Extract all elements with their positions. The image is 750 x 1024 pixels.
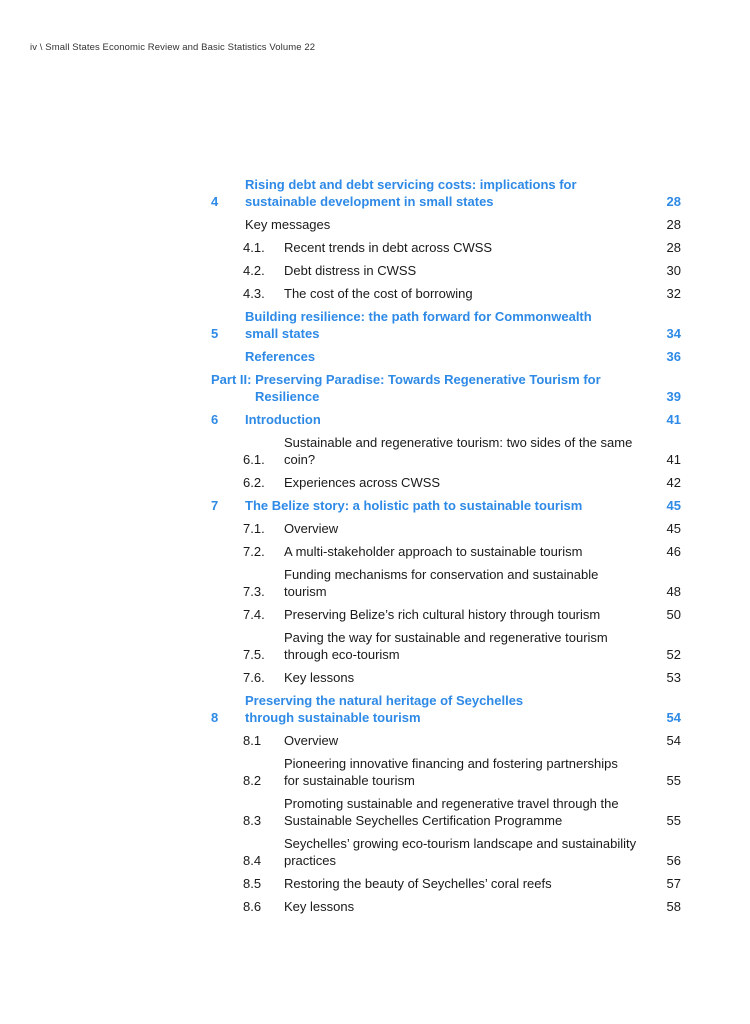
toc-chapter-6[interactable]	[211, 411, 681, 428]
section-title: Funding mechanisms for conservation and sustainable tourism	[284, 567, 599, 599]
page-number: 48	[666, 584, 681, 599]
section-title: Seychelles’ growing eco-tourism landscape and sustainability practices	[284, 836, 637, 868]
toc-section-8-3[interactable]	[211, 795, 681, 829]
page-number: 53	[666, 670, 681, 685]
page-number: 45	[666, 521, 681, 536]
page-number: 30	[666, 263, 681, 278]
section-title: Overview	[284, 733, 339, 748]
page-number: 36	[666, 349, 681, 364]
section-number: 7.3.	[243, 584, 265, 599]
page-number: 57	[666, 876, 681, 891]
section-number: 8.4	[243, 853, 262, 868]
section-number: 4.3.	[243, 286, 265, 301]
toc-section-4-2[interactable]	[211, 262, 681, 279]
page-number: 32	[666, 286, 681, 301]
page-number: 54	[666, 733, 681, 748]
section-number: 7.5.	[243, 647, 265, 662]
chapter-number: 7	[211, 498, 219, 513]
section-number: 7.6.	[243, 670, 265, 685]
section-number: 8.1	[243, 733, 262, 748]
chapter-number: 5	[211, 326, 219, 341]
page-number: 42	[666, 475, 681, 490]
toc-section-4-1[interactable]	[211, 239, 681, 256]
page-number: 41	[666, 452, 681, 467]
toc-references[interactable]	[211, 348, 681, 365]
toc-section-7-5[interactable]	[211, 629, 681, 663]
page-number: 28	[666, 194, 681, 209]
toc-section-4-3[interactable]	[211, 285, 681, 302]
part-title	[211, 371, 655, 405]
toc-section-7-4[interactable]	[211, 606, 681, 623]
page-number: 54	[666, 710, 681, 725]
section-number: 7.1.	[243, 521, 265, 536]
section-title: Experiences across CWSS	[284, 475, 441, 490]
section-title: Preserving Belize’s rich cultural history through tourism	[284, 607, 601, 622]
toc-section-7-3[interactable]	[211, 566, 681, 600]
section-number: 7.4.	[243, 607, 265, 622]
chapter-title: Introduction	[245, 412, 321, 427]
toc-chapter-8[interactable]	[211, 692, 681, 726]
page-number: 45	[666, 498, 681, 513]
section-number: 8.6	[243, 899, 262, 914]
part-title-line-1: Part II: Preserving Paradise: Towards Regenerative Tourism for	[211, 372, 601, 387]
section-number: 6.2.	[243, 475, 265, 490]
toc-chapter-7[interactable]	[211, 497, 681, 514]
toc-section-7-2[interactable]	[211, 543, 681, 560]
page-number: 50	[666, 607, 681, 622]
toc-section-8-1[interactable]	[211, 732, 681, 749]
entry-title: Key messages	[245, 217, 331, 232]
toc-section-8-2[interactable]	[211, 755, 681, 789]
toc-section-7-1[interactable]	[211, 520, 681, 537]
page-number: 46	[666, 544, 681, 559]
entry-title: References	[245, 349, 316, 364]
page-number: 28	[666, 217, 681, 232]
toc-section-8-5[interactable]	[211, 875, 681, 892]
section-number: 8.2	[243, 773, 262, 788]
section-title: Sustainable and regenerative tourism: two sides of the same coin?	[284, 435, 633, 467]
page-number: 56	[666, 853, 681, 868]
running-header: iv \ Small States Economic Review and Basic Statistics Volume 22	[30, 42, 316, 53]
page-number: 58	[666, 899, 681, 914]
section-number: 7.2.	[243, 544, 265, 559]
section-title: Overview	[284, 521, 339, 536]
section-title: Key lessons	[284, 899, 355, 914]
page-number: 34	[666, 326, 681, 341]
chapter-title: Building resilience: the path forward for Commonwealth small states	[245, 309, 592, 341]
page-number: 28	[666, 240, 681, 255]
section-title: Promoting sustainable and regenerative travel through the Sustainable Seychelles Certification Programme	[284, 796, 619, 828]
page-number: 39	[666, 389, 681, 404]
part-title-line-2: Resilience	[255, 389, 320, 404]
section-title: Restoring the beauty of Seychelles’ coral reefs	[284, 876, 552, 891]
page-number: 52	[666, 647, 681, 662]
section-number: 8.5	[243, 876, 262, 891]
toc-section-7-6[interactable]	[211, 669, 681, 686]
toc-chapter-4[interactable]	[211, 176, 681, 210]
section-title: A multi-stakeholder approach to sustainable tourism	[284, 544, 583, 559]
section-title: The cost of the cost of borrowing	[284, 286, 473, 301]
page-number: 41	[666, 412, 681, 427]
toc-section-6-1[interactable]	[211, 434, 681, 468]
table-of-contents	[211, 176, 681, 915]
section-title: Key lessons	[284, 670, 355, 685]
section-number: 8.3	[243, 813, 262, 828]
chapter-title: Preserving the natural heritage of Seychelles through sustainable tourism	[245, 693, 524, 725]
chapter-number: 4	[211, 194, 219, 209]
chapter-title: The Belize story: a holistic path to sustainable tourism	[245, 498, 583, 513]
chapter-number: 8	[211, 710, 219, 725]
section-title: Recent trends in debt across CWSS	[284, 240, 493, 255]
toc-part-2[interactable]	[211, 371, 681, 405]
toc-section-6-2[interactable]	[211, 474, 681, 491]
chapter-title: Rising debt and debt servicing costs: implications for sustainable development in small states	[245, 177, 577, 209]
toc-section-8-6[interactable]	[211, 898, 681, 915]
toc-section-8-4[interactable]	[211, 835, 681, 869]
page-number: 55	[666, 813, 681, 828]
toc-key-messages[interactable]	[211, 216, 681, 233]
section-number: 6.1.	[243, 452, 265, 467]
page-number: 55	[666, 773, 681, 788]
section-number: 4.1.	[243, 240, 265, 255]
section-title: Paving the way for sustainable and regenerative tourism through eco-tourism	[284, 630, 608, 662]
section-title: Pioneering innovative financing and fostering partnerships for sustainable tourism	[284, 756, 618, 788]
toc-chapter-5[interactable]	[211, 308, 681, 342]
chapter-number: 6	[211, 412, 219, 427]
section-number: 4.2.	[243, 263, 265, 278]
section-title: Debt distress in CWSS	[284, 263, 417, 278]
